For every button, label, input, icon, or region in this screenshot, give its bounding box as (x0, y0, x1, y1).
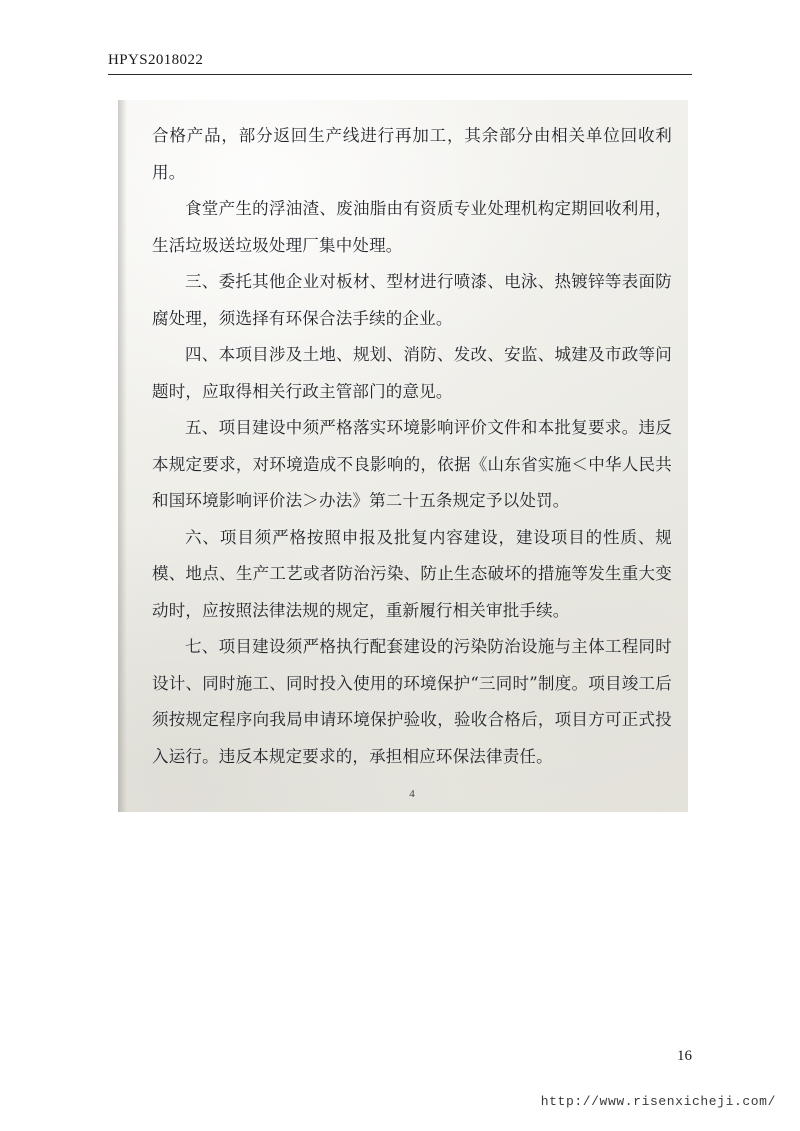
page-number: 16 (677, 1048, 692, 1064)
scanned-page-image (118, 100, 688, 812)
paragraph: 六、项目须严格按照申报及批复内容建设，建设项目的性质、规模、地点、生产工艺或者防治污染、防止生态破坏的措施等发生重大变动时，应按照法律法规的规定，重新履行相关审批手续。 (152, 527, 672, 620)
scanned-inner-page-number: 4 (409, 788, 415, 800)
document-code-header: HPYS2018022 (108, 52, 692, 75)
paragraph: 合格产品，部分返回生产线进行再加工，其余部分由相关单位回收利用。 (152, 126, 672, 182)
watermark-url: http://www.risenxicheji.com/ (540, 1094, 776, 1109)
paragraph: 三、委托其他企业对板材、型材进行喷漆、电泳、热镀锌等表面防腐处理，须选择有环保合法手续的企业。 (152, 272, 672, 328)
paragraph: 四、本项目涉及土地、规划、消防、发改、安监、城建及市政等问题时，应取得相关行政主管部门的意见。 (152, 345, 672, 401)
paragraph: 食堂产生的浮油渣、废油脂由有资质专业处理机构定期回收利用，生活垃圾送垃圾处理厂集中处理。 (152, 199, 672, 255)
paragraph: 五、项目建设中须严格落实环境影响评价文件和本批复要求。违反本规定要求，对环境造成不良影响的，依据《山东省实施＜中华人民共和国环境影响评价法＞办法》第二十五条规定予以处罚。 (152, 418, 672, 510)
scanned-page-content (152, 118, 672, 802)
paragraph: 七、项目建设须严格执行配套建设的污染防治设施与主体工程同时设计、同时施工、同时投入使用的环境保护“三同时”制度。项目竣工后须按规定程序向我局申请环境保护验收，验收合格后，项目方可正式投入运行。违反本规定要求的，承担相应环保法律责任。 (152, 637, 672, 766)
body-text-block (152, 118, 672, 775)
